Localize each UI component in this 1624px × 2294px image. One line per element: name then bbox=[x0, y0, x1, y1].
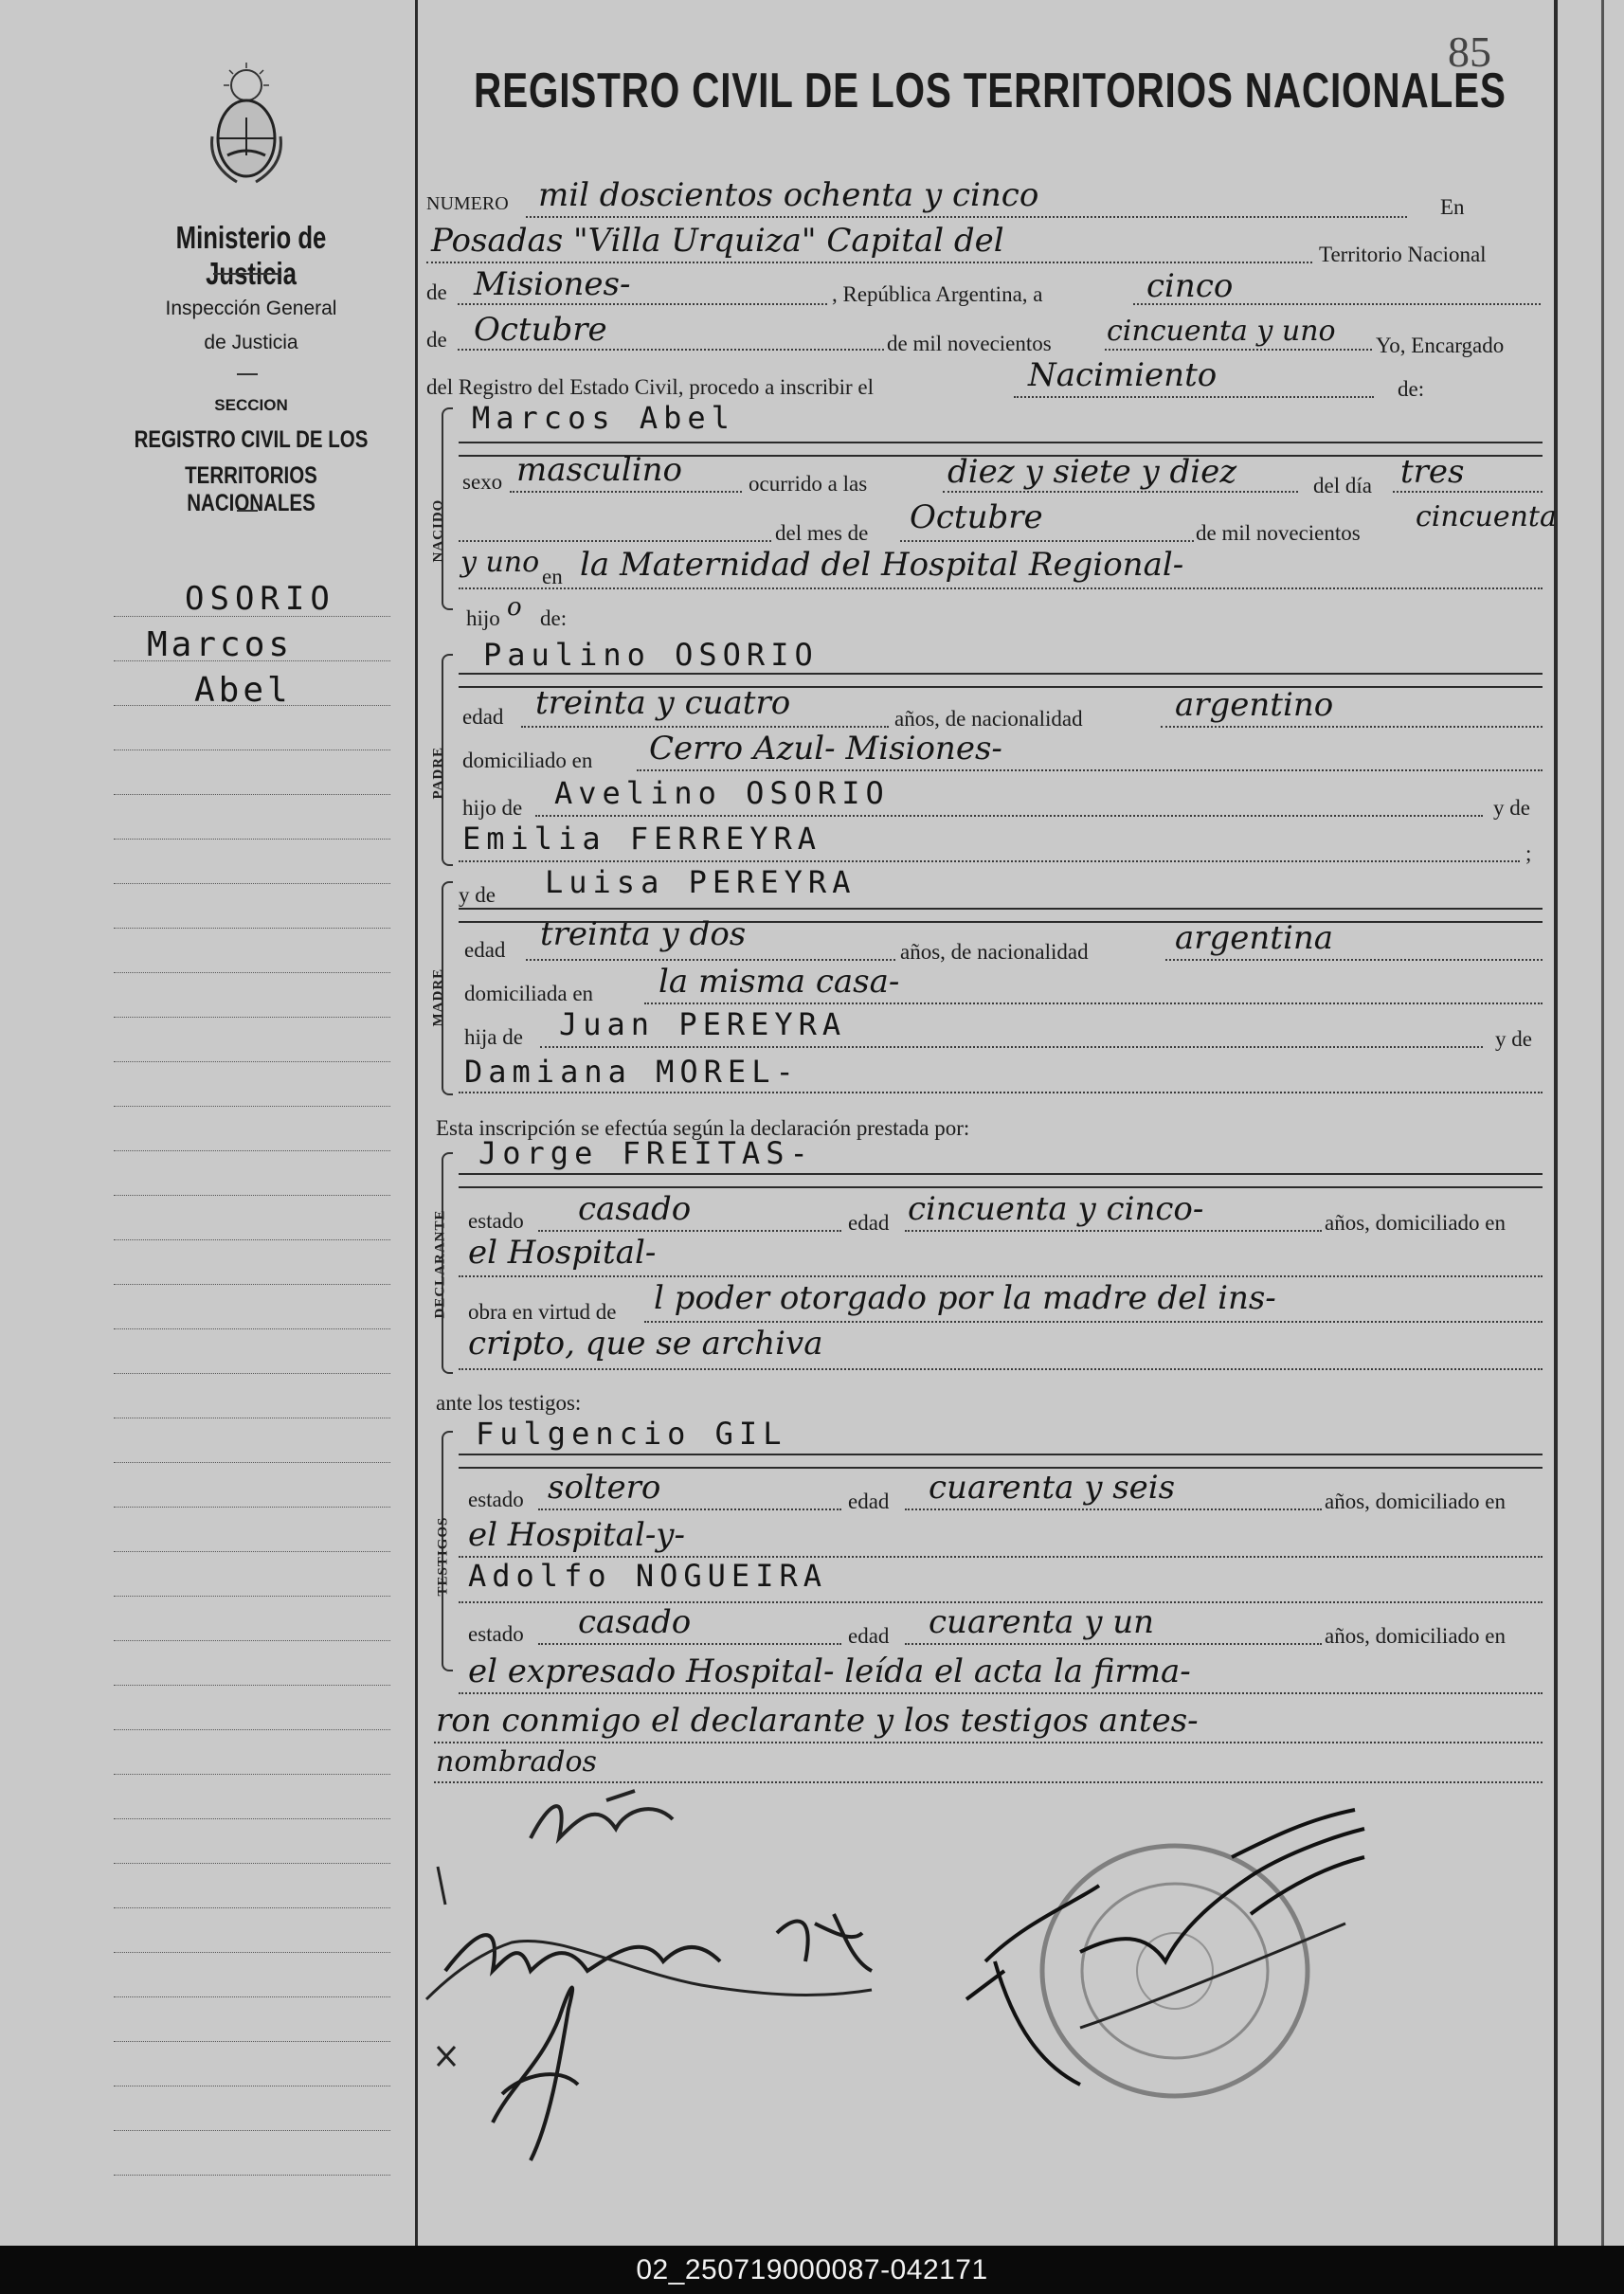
hora-value: diez y siete y diez bbox=[947, 453, 1237, 491]
line bbox=[459, 860, 1520, 862]
testigo-2-edad-label: edad bbox=[848, 1624, 890, 1648]
declarante-edad-label: edad bbox=[848, 1211, 890, 1235]
de-mil-label: de mil novecientos bbox=[887, 332, 1052, 355]
padre-edad-value: treinta y cuatro bbox=[535, 684, 791, 722]
margin-rule-line bbox=[114, 1017, 390, 1018]
territorio-label: Territorio Nacional bbox=[1319, 243, 1487, 266]
line bbox=[644, 1321, 1543, 1323]
margin-rule-line bbox=[114, 1818, 390, 1819]
section-name-2: TERRITORIOS NACIONALES bbox=[185, 462, 317, 516]
declarante-estado-value: casado bbox=[578, 1190, 692, 1228]
testigos-intro: ante los testigos: bbox=[436, 1391, 582, 1415]
line bbox=[900, 540, 1194, 542]
margin-rule-line bbox=[114, 1061, 390, 1062]
madre-y-de-label-2: y de bbox=[1495, 1027, 1532, 1051]
inspection-label-2: de Justicia bbox=[204, 332, 298, 353]
line bbox=[905, 1643, 1322, 1645]
margin-rule-line bbox=[114, 1462, 390, 1463]
declarante-obra-value-2: cripto, que se archiva bbox=[468, 1325, 823, 1363]
de-label: de bbox=[426, 280, 447, 304]
inspection-label: Inspección General bbox=[165, 298, 337, 319]
line bbox=[526, 959, 895, 961]
divider bbox=[237, 510, 258, 512]
declarante-obra-label: obra en virtud de bbox=[468, 1300, 617, 1324]
madre-nacionalidad-value: argentina bbox=[1175, 919, 1334, 957]
nacido-section-label: NACIDO bbox=[430, 498, 446, 563]
madre-hija-de-label: hija de bbox=[464, 1025, 523, 1049]
testigo-2-edad-value: cuarenta y un bbox=[929, 1603, 1155, 1641]
sexo-label: sexo bbox=[462, 470, 503, 494]
hijo-label: hijo bbox=[466, 606, 500, 630]
margin-rule-line bbox=[114, 1328, 390, 1329]
de-mil-label-2: de mil novecientos bbox=[1196, 521, 1361, 545]
signatures-area bbox=[417, 1781, 1554, 2179]
line bbox=[538, 1508, 841, 1510]
line bbox=[459, 1275, 1543, 1277]
margin-rule-line bbox=[114, 1907, 390, 1908]
margin-rule-line bbox=[114, 794, 390, 795]
line bbox=[459, 1186, 1543, 1188]
testigo-2-estado-label: estado bbox=[468, 1622, 524, 1646]
line bbox=[1165, 959, 1543, 961]
testigo-1-domicilio-value: el Hospital-y- bbox=[468, 1516, 686, 1554]
line bbox=[459, 540, 771, 542]
testigo-1-anios-label: años, domiciliado en bbox=[1325, 1490, 1506, 1513]
month-value: Octubre bbox=[474, 311, 607, 349]
line bbox=[1014, 396, 1374, 398]
margin-rule-line bbox=[114, 1640, 390, 1641]
line bbox=[943, 491, 1298, 493]
anio-value: cincuenta bbox=[1416, 500, 1557, 533]
en-label-nacido: en bbox=[542, 565, 563, 588]
official-stamp-icon bbox=[1042, 1846, 1308, 2096]
margin-rule-line bbox=[114, 1284, 390, 1285]
republica-label: , República Argentina, a bbox=[832, 282, 1043, 306]
act-value: Nacimiento bbox=[1028, 356, 1218, 394]
margin-rule-line bbox=[114, 839, 390, 840]
section-name-1: REGISTRO CIVIL DE LOS bbox=[134, 426, 369, 453]
year-value: cincuenta y uno bbox=[1107, 315, 1336, 348]
section-label: SECCION bbox=[214, 396, 288, 414]
margin-rule-line bbox=[114, 616, 390, 617]
line bbox=[459, 673, 1543, 675]
padre-section-label: PADRE bbox=[430, 746, 446, 800]
en-label: En bbox=[1440, 195, 1465, 219]
margin-rule-line bbox=[114, 2175, 390, 2176]
madre-edad-label: edad bbox=[464, 938, 506, 962]
declarante-estado-label: estado bbox=[468, 1209, 524, 1233]
margin-rule-line bbox=[114, 1106, 390, 1107]
testigo-2-anios-label: años, domiciliado en bbox=[1325, 1624, 1506, 1648]
padre-anios-label: años, de nacionalidad bbox=[894, 707, 1083, 731]
line bbox=[637, 769, 1543, 771]
line bbox=[1105, 349, 1372, 351]
margin-note-surname: OSORIO bbox=[185, 580, 335, 618]
registro-label: del Registro del Estado Civil, procedo a inscribir el bbox=[426, 375, 875, 399]
line bbox=[540, 1046, 1483, 1048]
margin-rule-line bbox=[114, 1729, 390, 1730]
margin-rule-line bbox=[114, 1507, 390, 1508]
document-id-footer: 02_250719000087-042171 bbox=[0, 2246, 1624, 2294]
testigo-2-estado-value: casado bbox=[578, 1603, 692, 1641]
margin-rule-line bbox=[114, 1996, 390, 1997]
nacido-name: Marcos Abel bbox=[472, 400, 735, 436]
padre-domicilio-label: domiciliado en bbox=[462, 749, 593, 772]
padre-nacionalidad-value: argentino bbox=[1175, 686, 1334, 724]
margin-rule-line bbox=[114, 705, 390, 706]
place-value: Posadas "Villa Urquiza" Capital del bbox=[431, 222, 1004, 260]
margin-rule-line bbox=[114, 1596, 390, 1597]
divider bbox=[237, 373, 258, 375]
line bbox=[459, 1454, 1543, 1455]
declarante-anios-label: años, domiciliado en bbox=[1325, 1211, 1506, 1235]
testigo-1-name: Fulgencio GIL bbox=[476, 1416, 787, 1452]
testigo-2-name: Adolfo NOGUEIRA bbox=[468, 1558, 827, 1594]
testigo-1-edad-value: cuarenta y seis bbox=[929, 1469, 1176, 1507]
ocurrido-label: ocurrido a las bbox=[749, 472, 868, 496]
line bbox=[434, 1742, 1543, 1743]
numero-label: NUMERO bbox=[426, 193, 509, 214]
madre-madre-value: Damiana MOREL- bbox=[464, 1054, 800, 1090]
declarante-edad-value: cincuenta y cinco- bbox=[908, 1190, 1204, 1228]
padre-domicilio-value: Cerro Azul- Misiones- bbox=[649, 730, 1002, 768]
line bbox=[458, 303, 827, 305]
declarante-name: Jorge FREITAS- bbox=[478, 1135, 814, 1171]
ministry-label: Ministerio de Justicia bbox=[175, 220, 327, 291]
margin-rule-line bbox=[114, 660, 390, 661]
margin-rule-line bbox=[114, 1150, 390, 1151]
margin-rule-line bbox=[114, 2041, 390, 2042]
line bbox=[644, 1002, 1543, 1004]
day-value: cinco bbox=[1146, 267, 1234, 305]
line bbox=[459, 442, 1543, 443]
de-label-nacido: de: bbox=[540, 606, 568, 630]
folio-number: 85 bbox=[1448, 27, 1491, 76]
line bbox=[538, 1230, 841, 1232]
right-margin-rule bbox=[1554, 0, 1558, 2246]
sexo-value: masculino bbox=[516, 451, 683, 489]
dia-value: tres bbox=[1400, 453, 1465, 491]
anio-value-2: y uno bbox=[460, 546, 540, 579]
del-dia-label: del día bbox=[1313, 474, 1372, 497]
testigo-2-domicilio-value: el expresado Hospital- leída el acta la firma- bbox=[468, 1653, 1191, 1690]
madre-padre-value: Juan PEREYRA bbox=[559, 1006, 847, 1042]
yo-label: Yo, Encargado bbox=[1376, 334, 1505, 357]
margin-rule-line bbox=[114, 1195, 390, 1196]
line bbox=[1133, 303, 1541, 305]
padre-padre-value: Avelino OSORIO bbox=[554, 775, 890, 811]
del-mes-label: del mes de bbox=[775, 521, 869, 545]
de2-label: de bbox=[426, 328, 447, 352]
padre-name: Paulino OSORIO bbox=[483, 637, 819, 673]
line bbox=[526, 216, 1407, 218]
line bbox=[521, 726, 889, 728]
madre-anios-label: años, de nacionalidad bbox=[900, 940, 1089, 964]
margin-rule-line bbox=[114, 883, 390, 884]
madre-name: Luisa PEREYRA bbox=[545, 864, 857, 900]
hijo-value: o bbox=[507, 593, 522, 622]
margin-rule-line bbox=[114, 972, 390, 973]
line bbox=[1161, 726, 1543, 728]
closing-line-2: nombrados bbox=[436, 1745, 597, 1779]
declarante-obra-value: l poder otorgado por la madre del ins- bbox=[654, 1279, 1276, 1317]
declarante-domicilio-value: el Hospital- bbox=[468, 1234, 657, 1272]
lugar-value: la Maternidad del Hospital Regional- bbox=[580, 546, 1184, 584]
line bbox=[459, 1092, 1543, 1093]
testigo-1-edad-label: edad bbox=[848, 1490, 890, 1513]
madre-domicilio-label: domiciliada en bbox=[464, 982, 594, 1005]
madre-edad-value: treinta y dos bbox=[540, 915, 747, 953]
testigos-section-label: TESTIGOS bbox=[435, 1516, 451, 1597]
line bbox=[459, 587, 1543, 589]
padre-hijo-de-label: hijo de bbox=[462, 796, 523, 820]
madre-section-label: MADRE bbox=[430, 967, 446, 1027]
page-title: REGISTRO CIVIL DE LOS TERRITORIOS NACIONALES bbox=[474, 63, 1507, 118]
divider bbox=[213, 273, 281, 275]
margin-note-name-2: Abel bbox=[194, 671, 292, 710]
margin-rule-line bbox=[114, 1373, 390, 1374]
margin-rule-line bbox=[114, 1863, 390, 1864]
territory-value: Misiones- bbox=[474, 265, 631, 303]
de3-label: de: bbox=[1398, 377, 1425, 401]
coat-of-arms-icon bbox=[199, 61, 294, 193]
line bbox=[905, 1508, 1322, 1510]
line bbox=[510, 491, 742, 493]
line bbox=[535, 815, 1483, 817]
line bbox=[538, 1643, 841, 1645]
margin-rule-line bbox=[114, 928, 390, 929]
line bbox=[426, 262, 1312, 263]
margin-rule-line bbox=[114, 1952, 390, 1953]
margin-rule-line bbox=[114, 1685, 390, 1686]
testigo-1-estado-value: soltero bbox=[548, 1469, 661, 1507]
declarante-section-label: DECLARANTE bbox=[432, 1209, 448, 1319]
line bbox=[905, 1230, 1322, 1232]
mes-value: Octubre bbox=[910, 498, 1043, 536]
padre-semicolon: ; bbox=[1525, 841, 1532, 865]
madre-domicilio-value: la misma casa- bbox=[659, 963, 900, 1001]
margin-rule-line bbox=[114, 1239, 390, 1240]
padre-y-de-label: y de bbox=[1493, 796, 1530, 820]
margin-rule-line bbox=[114, 2130, 390, 2131]
line bbox=[459, 1368, 1543, 1370]
line bbox=[1393, 491, 1543, 493]
margin-rule-line bbox=[114, 1551, 390, 1552]
line bbox=[458, 349, 884, 351]
margin-rule-line bbox=[114, 1774, 390, 1775]
declarante-intro: Esta inscripción se efectúa según la declaración prestada por: bbox=[436, 1116, 970, 1140]
closing-line-1: ron conmigo el declarante y los testigos antes- bbox=[436, 1702, 1199, 1740]
padre-edad-label: edad bbox=[462, 705, 504, 729]
margin-note-name-1: Marcos bbox=[147, 625, 294, 664]
madre-y-de-label: y de bbox=[459, 883, 496, 907]
numero-value: mil doscientos ochenta y cinco bbox=[538, 176, 1039, 214]
padre-madre-value: Emilia FERREYRA bbox=[462, 821, 821, 857]
line bbox=[459, 1692, 1543, 1694]
line bbox=[459, 1173, 1543, 1175]
testigo-1-estado-label: estado bbox=[468, 1488, 524, 1511]
line bbox=[459, 908, 1543, 910]
page-edge-rule bbox=[1601, 0, 1604, 2246]
